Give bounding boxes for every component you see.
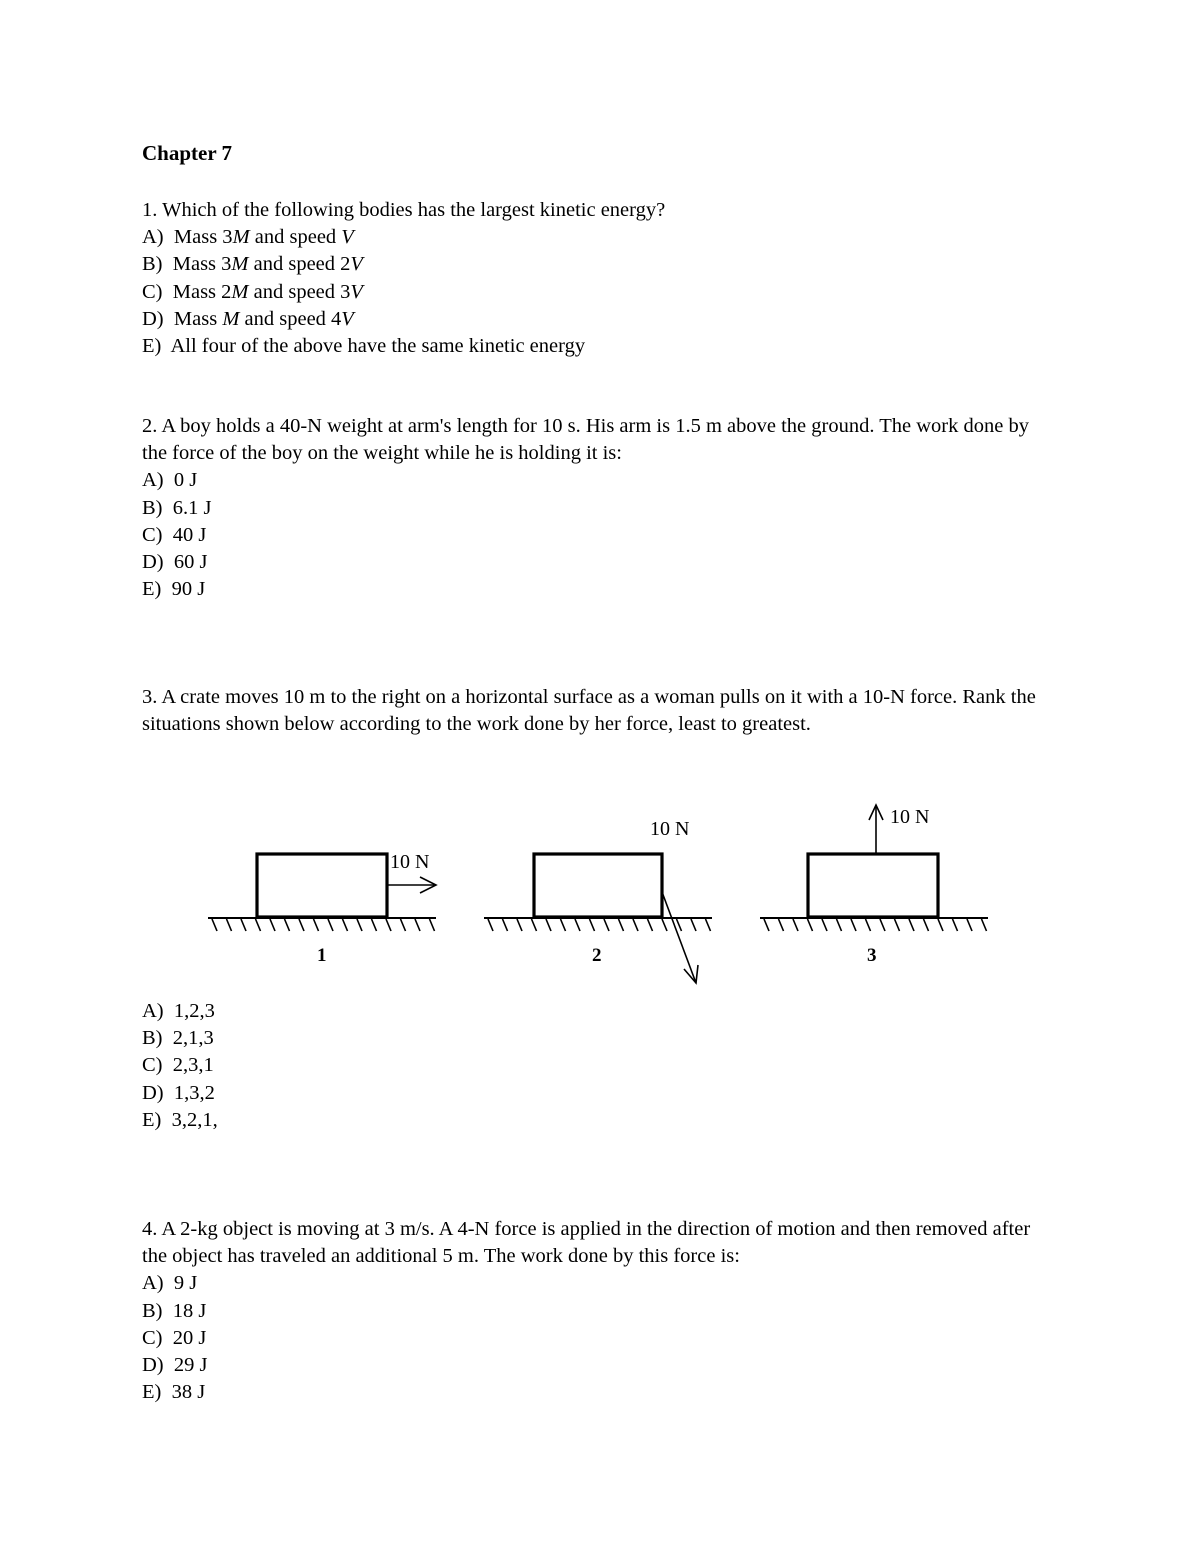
option-text: and speed	[239, 307, 332, 330]
panel-label: 3	[867, 945, 877, 966]
hatch-mark	[691, 919, 696, 931]
hatch-mark	[357, 919, 362, 931]
hatch-mark	[895, 919, 900, 931]
option-letter: B)	[142, 1299, 163, 1322]
option-letter: B)	[142, 253, 163, 276]
question-stem: 2. A boy holds a 40-N weight at arm's length for 10 s. His arm is 1.5 m above the ground. The work done by the force of the boy on the weight while he is holding it is:	[142, 415, 1029, 465]
answer-option	[142, 1080, 1042, 1107]
option-letter: B)	[142, 1027, 163, 1050]
option-text: 40 J	[172, 523, 207, 546]
hatch-mark	[619, 919, 624, 931]
answer-option	[142, 549, 1042, 576]
hatch-mark	[866, 919, 871, 931]
option-text: Mass 3	[173, 226, 233, 249]
force-label: 10 N	[650, 818, 690, 840]
option-text: and speed	[248, 253, 341, 276]
hatch-mark	[517, 919, 522, 931]
force-arrow	[662, 892, 696, 983]
answer-option	[142, 1107, 1042, 1134]
option-text: 1,3,2	[173, 1081, 215, 1104]
hatch-mark	[241, 919, 246, 931]
question-2	[142, 413, 1042, 603]
option-letter: D)	[142, 307, 164, 330]
answer-option	[142, 306, 1042, 333]
hatch-mark	[212, 919, 217, 931]
option-text: 3,2,1,	[171, 1108, 218, 1131]
hatch-mark	[561, 919, 566, 931]
question-4	[142, 1216, 1042, 1406]
hatch-mark	[938, 919, 943, 931]
crate-diagram	[200, 795, 1000, 995]
hatch-mark	[953, 919, 958, 931]
hatch-mark	[706, 919, 711, 931]
crate-force-figure	[200, 795, 1000, 1000]
option-letter: B)	[142, 496, 163, 519]
panel-3	[760, 805, 988, 966]
hatch-mark	[314, 919, 319, 931]
option-text: 6.1 J	[172, 496, 212, 519]
hatch-mark	[401, 919, 406, 931]
crate	[808, 854, 938, 917]
question-stem: 1. Which of the following bodies has the largest kinetic energy?	[142, 199, 666, 221]
option-text: 0 J	[173, 469, 198, 492]
question-stem: 3. A crate moves 10 m to the right on a horizontal surface as a woman pulls on it with a 10-N force. Rank the situations shown below according to the work done by her force, least to greatest.	[142, 686, 1036, 736]
hatch-mark	[285, 919, 290, 931]
hatch-mark	[808, 919, 813, 931]
hatch-mark	[532, 919, 537, 931]
option-text: 1,2,3	[173, 1000, 215, 1022]
option-letter: E)	[142, 1108, 162, 1131]
option-text: 2,1,3	[172, 1027, 214, 1050]
option-text: 90 J	[171, 578, 206, 601]
option-letter: C)	[142, 1326, 163, 1349]
answer-option	[142, 522, 1042, 549]
speed-symbol: V	[350, 253, 363, 276]
panel-2	[484, 818, 712, 983]
option-text: 18 J	[172, 1299, 207, 1322]
option-letter: A)	[142, 1000, 164, 1022]
hatch-mark	[924, 919, 929, 931]
ground-hatching	[488, 919, 711, 931]
answer-option	[142, 279, 1042, 306]
hatch-mark	[633, 919, 638, 931]
panel-label: 1	[317, 945, 327, 966]
hatch-mark	[662, 919, 667, 931]
option-text: and speed	[249, 226, 342, 249]
option-letter: C)	[142, 280, 163, 303]
hatch-mark	[880, 919, 885, 931]
mass-symbol: M	[222, 307, 240, 330]
hatch-mark	[343, 919, 348, 931]
chapter-heading: Chapter 7	[142, 141, 233, 165]
question-3	[142, 684, 1042, 738]
answer-option	[142, 251, 1042, 278]
option-letter: D)	[142, 1354, 164, 1377]
answer-option	[142, 1298, 1042, 1325]
question-3-options	[142, 998, 1042, 1134]
option-text: Mass 2	[172, 280, 232, 303]
answer-option	[142, 467, 1042, 494]
option-letter: A)	[142, 469, 164, 492]
option-text: Mass	[173, 307, 223, 330]
option-letter: A)	[142, 226, 164, 249]
hatch-mark	[546, 919, 551, 931]
answer-option	[142, 998, 1042, 1025]
answer-option	[142, 1270, 1042, 1297]
answer-option	[142, 1325, 1042, 1352]
speed-symbol: V	[350, 280, 363, 303]
option-letter: E)	[142, 578, 162, 601]
force-label: 10 N	[390, 851, 430, 873]
answer-option	[142, 576, 1042, 603]
mass-symbol: M	[232, 226, 250, 249]
question-1	[142, 197, 1042, 360]
hatch-mark	[590, 919, 595, 931]
question-stem: 4. A 2-kg object is moving at 3 m/s. A 4-N force is applied in the direction of motion and then removed after the object has traveled an additional 5 m. The work done by this force is:	[142, 1218, 1031, 1268]
hatch-mark	[909, 919, 914, 931]
panel-label: 2	[592, 945, 602, 966]
option-letter: E)	[142, 1381, 162, 1404]
hatch-mark	[837, 919, 842, 931]
hatch-mark	[270, 919, 275, 931]
option-letter: E)	[142, 335, 162, 358]
option-text: 29 J	[173, 1354, 208, 1377]
hatch-mark	[982, 919, 987, 931]
option-letter: D)	[142, 551, 164, 574]
ground-hatching	[212, 919, 435, 931]
hatch-mark	[415, 919, 420, 931]
speed-factor: 2	[340, 253, 351, 276]
option-text: 38 J	[171, 1381, 206, 1404]
option-text: 60 J	[173, 551, 208, 574]
speed-factor: 3	[340, 280, 351, 303]
ground-hatching	[764, 919, 987, 931]
option-text: Mass 3	[172, 253, 232, 276]
hatch-mark	[604, 919, 609, 931]
answer-option	[142, 1052, 1042, 1079]
speed-symbol: V	[341, 226, 354, 249]
hatch-mark	[227, 919, 232, 931]
force-label: 10 N	[890, 806, 930, 828]
answer-option	[142, 1379, 1042, 1406]
hatch-mark	[793, 919, 798, 931]
option-letter: C)	[142, 1054, 163, 1077]
hatch-mark	[779, 919, 784, 931]
crate	[257, 854, 387, 917]
option-text: and speed	[248, 280, 341, 303]
hatch-mark	[488, 919, 493, 931]
answer-option	[142, 1352, 1042, 1379]
hatch-mark	[575, 919, 580, 931]
crate	[534, 854, 662, 917]
option-letter: A)	[142, 1272, 164, 1295]
hatch-mark	[386, 919, 391, 931]
hatch-mark	[503, 919, 508, 931]
hatch-mark	[256, 919, 261, 931]
hatch-mark	[822, 919, 827, 931]
hatch-mark	[648, 919, 653, 931]
hatch-mark	[430, 919, 435, 931]
option-text: 9 J	[173, 1272, 198, 1295]
hatch-mark	[328, 919, 333, 931]
answer-option	[142, 333, 1042, 360]
mass-symbol: M	[231, 253, 249, 276]
hatch-mark	[299, 919, 304, 931]
option-letter: D)	[142, 1081, 164, 1104]
hatch-mark	[372, 919, 377, 931]
speed-symbol: V	[341, 307, 354, 330]
mass-symbol: M	[231, 280, 249, 303]
hatch-mark	[851, 919, 856, 931]
hatch-mark	[764, 919, 769, 931]
panel-1	[208, 851, 436, 966]
option-letter: C)	[142, 523, 163, 546]
hatch-mark	[677, 919, 682, 931]
speed-factor: 4	[331, 307, 342, 330]
option-text: 2,3,1	[172, 1054, 214, 1077]
hatch-mark	[967, 919, 972, 931]
answer-option	[142, 224, 1042, 251]
option-text: All four of the above have the same kinetic energy	[170, 335, 586, 358]
option-text: 20 J	[172, 1326, 207, 1349]
answer-option	[142, 495, 1042, 522]
answer-option	[142, 1025, 1042, 1052]
